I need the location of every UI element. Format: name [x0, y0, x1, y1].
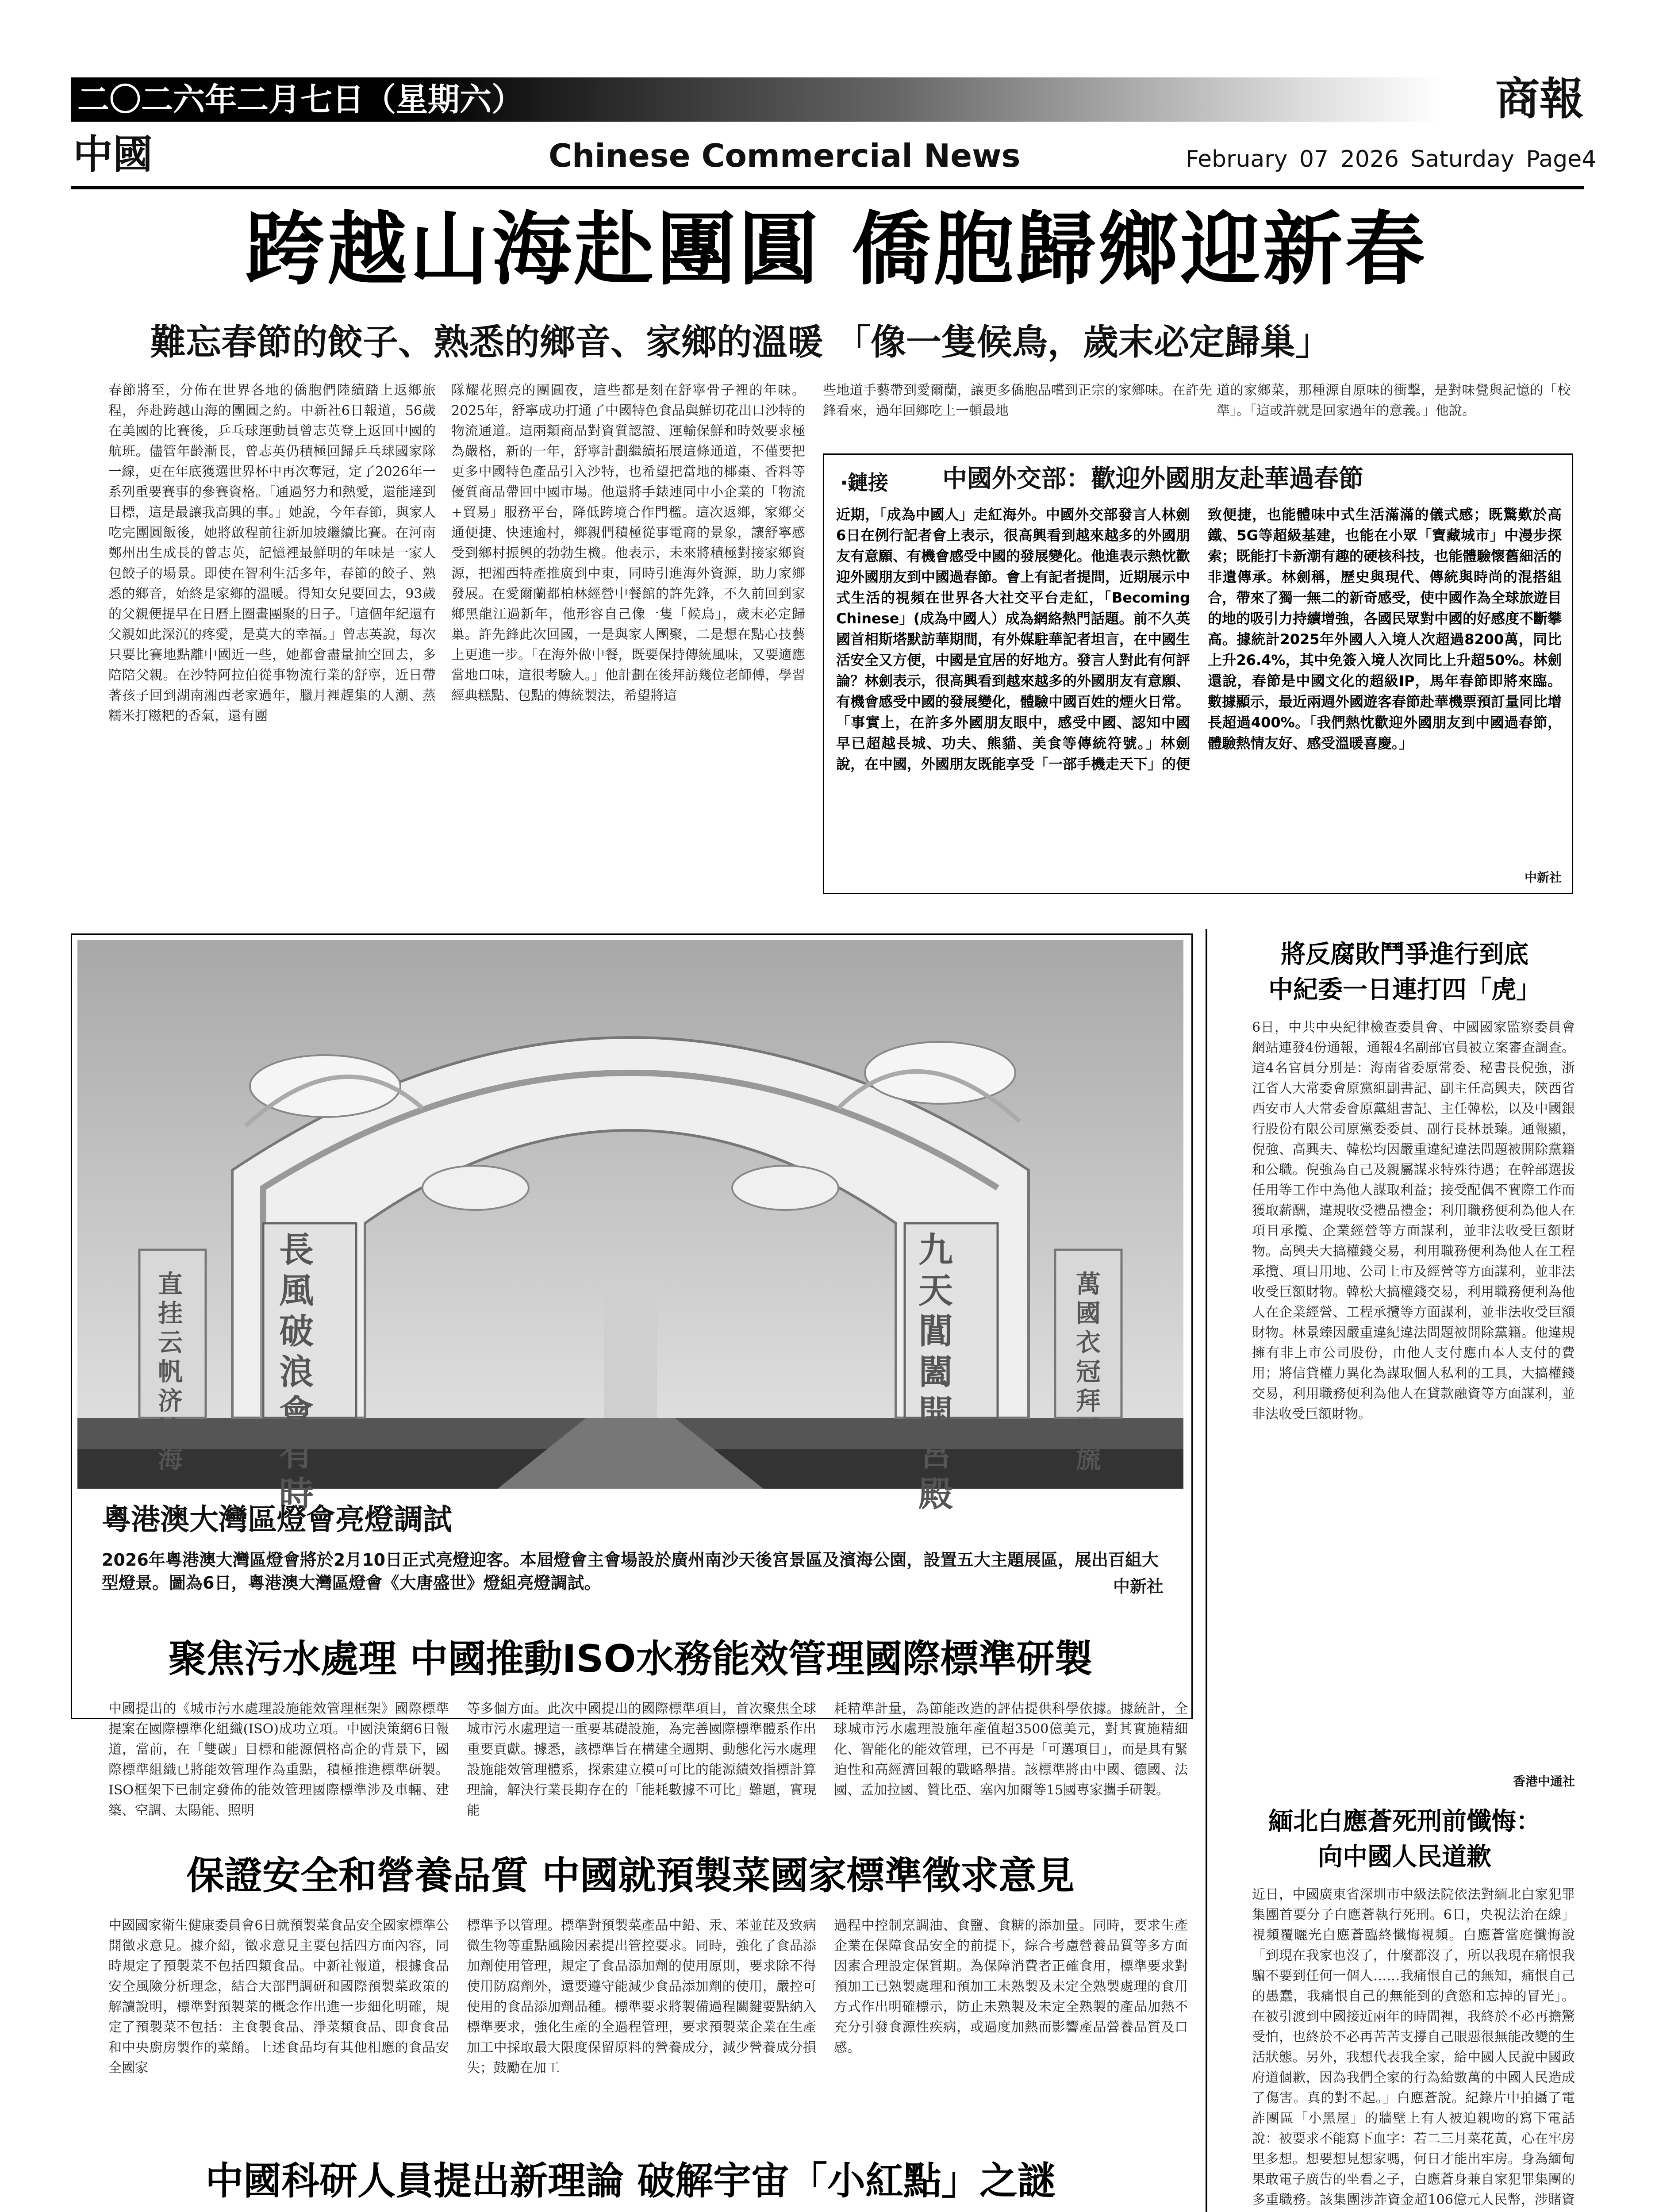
astro-headline: 中國科研人員提出新理論 破解宇宙「小紅點」之謎 [205, 2159, 1056, 2203]
photo-caption-title: 粵港澳大灣區燈會亮燈調試 [102, 1502, 452, 1536]
foreign-ministry-credit: 中新社 [1524, 870, 1562, 885]
lead-column-3: 些地道手藝帶到愛爾蘭，讓更多僑胞品嚐到正宗的家鄉味。在許先鋒看來，過年回鄉吃上一頓最地 [823, 383, 1212, 419]
food-column-2: 標準予以管理。標準對預製菜產品中鉛、汞、苯並芘及致病微生物等重點風險因素提出管控要求。同時，強化了食品添加劑使用管理，規定了食品添加劑的使用原則，要求除不得使用防腐劑外，還要遵守能減少食品添加劑的使用，嚴控可使用的食品添加劑品種。標準要求將製備過程關鍵要點納入標準要求，強化生產的全過程管理，要求預製菜企業在生產加工中採取最大限度保留原料的營養成分，減少營養成分損失；鼓勵在加工 [467, 1918, 816, 2076]
iso-headline: 聚焦污水處理 中國推動ISO水務能效管理國際標準研製 [168, 1637, 1093, 1681]
side2-headline-line1: 緬北白應蒼死刑前懺悔： [1268, 1807, 1541, 1836]
banner-left-inner: 長風破浪會有時 [279, 1230, 314, 1514]
masthead-rule [71, 186, 1584, 189]
photo-credit: 中新社 [1113, 1577, 1164, 1596]
side2-body: 近日，中國廣東省深圳市中級法院依法對緬北白家犯罪集團首要分子白應蒼執行死刑。6日，央視法治在線」視頻覆曬光白應蒼臨終懺悔視頻。白應蒼當庭懺悔說「到現在我家也沒了，什麼都沒了，所以我現在痛恨我騙不要到任何一個人……我痛恨自己的無知，痛恨自己的愚蠢，我痛恨自己的無能到的貪慾和忘掉的冒光」。在被引渡到中國接近兩年的時間裡，我終於不必再擔驚受怕，也終於不必再苦苦支撐自己眼惡很無能改變的生活狀態。另外，我想代表我全家，給中國人民說中國政府道個歉，因為我們全家的行為給數萬的中國人民造成了傷害。真的對不起。」白應蒼說。紀錄片中拍攝了電詐團區「小黑屋」的牆壁上有人被迫親吻的寫下電話說：被要求不能寫下血字：若二三月菜花黃，心在牢房里多想。想要想見想家嗎，何日才能出牢房。身為緬甸果敢電子廣告的坐看之子，白應蒼身兼自家犯罪集團的多重職務。該集團涉詐資金超106億元人民幣，涉賭資 [1252, 1887, 1575, 2208]
iso-column-2: 等多個方面。此次中國提出的國際標準項目，首次聚焦全球城市污水處理這一重要基礎設施，為完善國際標準體系作出重要貢獻。據悉，該標準旨在構建全週期、動態化污水處理設施能效管理體系，探索建立模可可比的能源績效指標計算理論，解決行業長期存在的「能耗數據不可比」難題，實現能 [467, 1701, 816, 1818]
side1-body: 6日，中共中央紀律檢查委員會、中國國家監察委員會網站連發4份通報，通報4名副部官員被立案審查調查。這4名官員分別是：海南省委原常委、秘書長倪強，浙江省人大常委會原黨組副書記、副主任高興夫，陝西省西安市人大常委會原黨組書記、主任韓松，以及中國銀行股份有限公司原黨委委員、副行長林景臻。通報顯，倪強、高興夫、韓松均因嚴重違紀違法問題被開除黨籍和公職。倪強為自己及親屬謀求特殊待遇；在幹部選拔任用等工作中為他人謀取利益；接受配偶不實際工作而獲取薪酬，違規收受禮品禮金；利用職務便利為他人在項目承攬、企業經營等方面謀利，並非法收受巨額財物。高興夫大搞權錢交易，利用職務便利為他人在工程承攬、項目用地、公司上市及經營等方面謀利，並非法收受巨額財物。韓松大搞權錢交易，利用職務便利為他人在企業經營、工程承攬等方面謀利，並非法收受巨額財物。林景臻因嚴重違紀違法問題被開除黨籍。他違規擁有非上市公司股份，由他人支付應由本人支付的費用；將信貸權力異化為謀取個人私利的工具，大搞權錢交易，利用職務便利為他人在貸款融資等方面謀利，並非法收受巨額財物。 [1252, 1020, 1575, 1422]
lead-column-1: 春節將至，分佈在世界各地的僑胞們陸續踏上返鄉旅程，奔赴跨越山海的團圓之約。中新社6日報道，56歲在美國的比賽後，乒乓球運動員曾志英登上返回中國的航班。儘管年齡漸長，曾志英仍積極回歸乒乓球國家隊一線，更在年底獲選世界杯中再次奪冠，定了2026年一系列重要賽事的參賽資格。「通過努力和熱愛，還能達到目標，這是最讓我高興的事。」她說，今年春節，與家人吃完團圓飯後，她將啟程前往新加坡繼續比賽。在河南鄭州出生成長的曾志英，記憶裡最鮮明的年味是一家人包餃子的場景。即使在智利生活多年，春節的餃子、熟悉的鄉音，始終是家鄉的溫暖。得知女兒要回去，93歲的父親便提早在日曆上圈畫團聚的日子。「這個年紀還有父親如此深沉的疼愛，是莫大的幸福。」曾志英說，每次只要比賽地點離中國近一些，她都會盡量抽空回去，多陪陪父親。在沙特阿拉伯從事物流行業的舒寧，近日帶著孩子回到湖南湘西老家過年，臘月裡趕集的人潮、蒸糯米打糍粑的香氣，還有團 [108, 383, 436, 724]
lead-subhead: 難忘春節的餃子、熟悉的鄉音、家鄉的溫暖 「像一隻候鳥，歲末必定歸巢」 [150, 321, 1331, 363]
banner-right-outer: 萬國衣冠拜冕旒 [1076, 1270, 1101, 1474]
photo-caption-text: 2026年粵港澳大灣區燈會將於2月10日正式亮燈迎客。本屆燈會主會場設於廣州南沙天後宮景區及濱海公園，設置五大主題展區，展出百組大型燈景。圖為6日，粵港澳大灣區燈會《大唐盛世》燈組亮燈調試。 [102, 1550, 1159, 1593]
side1-headline-line1: 將反腐敗鬥爭進行到底 [1281, 940, 1528, 969]
sidebar-divider [1206, 929, 1207, 2212]
english-paper-name: Chinese Commercial News [549, 137, 1021, 174]
bullet-label: ‧鏈接 [841, 471, 889, 495]
banner-right-inner: 九天閶闔開宮殿 [918, 1230, 953, 1514]
section-name: 中國 [73, 131, 153, 178]
iso-column-1: 中國提出的《城市污水處理設施能效管理框架》國際標準提案在國際標準化組織(ISO)成功立項。中國決策網6日報道，當前，在「雙碳」目標和能源價格高企的背景下，國際標準組織已將能效管理作為重點，積極推進標準研製。ISO框架下已制定發佈的能效管理國際標準涉及車輛、建築、空調、太陽能、照明 [108, 1701, 449, 1818]
masthead-date: 二〇二六年二月七日（星期六） [77, 81, 524, 118]
english-date: February 07 2026 Saturday Page4 [1186, 146, 1597, 173]
food-headline: 保證安全和營養品質 中國就預製菜國家標準徵求意見 [186, 1854, 1075, 1898]
side1-credit: 香港中通社 [1513, 1774, 1575, 1789]
paper-name: 商報 [1495, 73, 1584, 125]
foreign-ministry-column-1: 近期，「成為中國人」走紅海外。中國外交部發言人林劍6日在例行記者會上表示，很高興看到越來越多的外國朋友有意願、有機會感受中國的發展變化。他進表示熱忱歡迎外國朋友到中國過春節。會上有記者提問，近期展示中式生活的視頻在世界各大社交平台走紅，「Becoming Chinese」(成為中國人）成為網絡熱門話題。前不久英國首相斯塔默訪華期間，有外媒駐華記者坦言，在中國生活安全又方便，中國是宜居的好地方。發言人對此有何評論？林劍表示，很高興看到越來越多的外國朋友有意願、有機會感受中國的發展變化，體驗中國百姓的煙火日常。「事實上，在許多外國朋友眼中，感受中國、認知中國早已超越長城、功夫、熊貓、美食等傳統符號。」林劍說，在中國，外國朋友既能享受「一部手機走天下」的便 [836, 506, 1190, 772]
side1-headline-line2: 中紀委一日連打四「虎」 [1268, 975, 1541, 1004]
banner-left-outer: 直挂云帆济沧海 [158, 1270, 183, 1474]
foreign-ministry-headline: 中國外交部：歡迎外國朋友赴華過春節 [942, 465, 1363, 493]
side2-headline-line2: 向中國人民道歉 [1318, 1843, 1491, 1871]
lantern-arch-illustration [77, 940, 1183, 1489]
food-column-3: 過程中控制烹調油、食鹽、食糖的添加量。同時，要求生產企業在保障食品安全的前提下，綜合考慮營養品質等多方面因素合理設定保質期。為保障消費者正確食用，標準要求對預加工已熟製處理和預加工未熟製及未定全熟製處理的食用方式作出明確標示，防止未熟製及未定全熟製的產品加熱不充分引發食源性疾病，或過度加熱而影響產品營養品質及口感。 [834, 1918, 1188, 2055]
food-column-1: 中國國家衛生健康委員會6日就預製菜食品安全國家標準公開徵求意見。據介紹，徵求意見主要包括四方面內容，同時規定了預製菜不包括四類食品。中新社報道，根據食品安全風險分析理念，結合大部門調研和國際預製菜政策的解讀說明，標準對預製菜的概念作出進一步細化明確，規定了預製菜不包括：主食製食品、淨菜類食品、即食食品和中央廚房製作的菜餚。上述食品均有其他相應的食品安全國家 [108, 1918, 449, 2076]
lead-column-2: 隊耀花照亮的團圓夜，這些都是刻在舒寧骨子裡的年味。2025年，舒寧成功打通了中國特色食品與鮮切花出口沙特的物流通道。這兩類商品對資質認證、運輸保鮮和時效要求極為嚴格，新的一年，舒寧計劃繼續拓展這條通道，不僅要把更多中國特色產品引入沙特，也希望把當地的椰棗、香料等優質商品帶回中國市場。他還將手錶連同中小企業的「物流+貿易」服務平台，降低跨境合作門檻。這次返鄉，家鄉交通便捷、快速逾村，鄉親們積極從事電商的景象，讓舒寧感受到鄉村振興的勃勃生機。他表示，未來將積極對接家鄉資源，把湘西特產推廣到中東，同時引進海外資源，助力家鄉發展。在愛爾蘭都柏林經營中餐館的許先鋒，不久前回到家鄉黑龍江過新年，他形容自己像一隻「候鳥」，歲末必定歸巢。許先鋒此次回國，一是與家人團聚，二是想在點心技藝上更進一步。「在海外做中餐，既要保持傳統風味，又要適應當地口味，這很考驗人。」他計劃在後拜訪幾位老師傅，學習經典糕點、包點的傳統製法，希望將這 [451, 383, 805, 703]
lead-headline: 跨越山海赴團圓 僑胞歸鄉迎新春 [245, 204, 1428, 296]
lantern-photo [77, 940, 1183, 1489]
lead-column-4: 道的家鄉菜，那種源自原味的衝擊，是對味覺與記憶的「校準」。「這或許就是回家過年的意義。」他說。 [1217, 383, 1571, 419]
foreign-ministry-column-2: 致便捷，也能體味中式生活滿滿的儀式感；既驚歎於高鐵、5G等超級基建，也能在小眾「寶藏城市」中漫步探索；既能打卡新潮有趣的硬核科技，也能體驗懷舊細活的非遺傳承。林劍稱，歷史與現代、傳統與時尚的混搭組合，帶來了獨一無二的新奇感受，使中國作為全球旅遊目的地的吸引力持續增強，各國民眾對中國的好感度不斷攀高。據統計2025年外國人入境人次超過8200萬，同比上升26.4%，其中免簽入境人次同比上升超50%。林劍還說，春節是中國文化的超級IP，馬年春節即將來臨。數據顯示，最近兩週外國遊客春節赴華機票預訂量同比增長超過400%。「我們熱忱歡迎外國朋友到中國過春節，體驗熱情友好、感受溫暖喜慶。」 [1208, 506, 1562, 752]
iso-column-3: 耗精準計量，為節能改造的評估提供科學依據。據統計，全球城市污水處理設施年產值超3500億美元，對其實施精細化、智能化的能效管理，已不再是「可選項目」，而是具有緊迫性和高經濟回報的戰略舉措。該標準將由中國、德國、法國、孟加拉國、贊比亞、塞內加爾等15國專家攜手研製。 [834, 1701, 1188, 1798]
